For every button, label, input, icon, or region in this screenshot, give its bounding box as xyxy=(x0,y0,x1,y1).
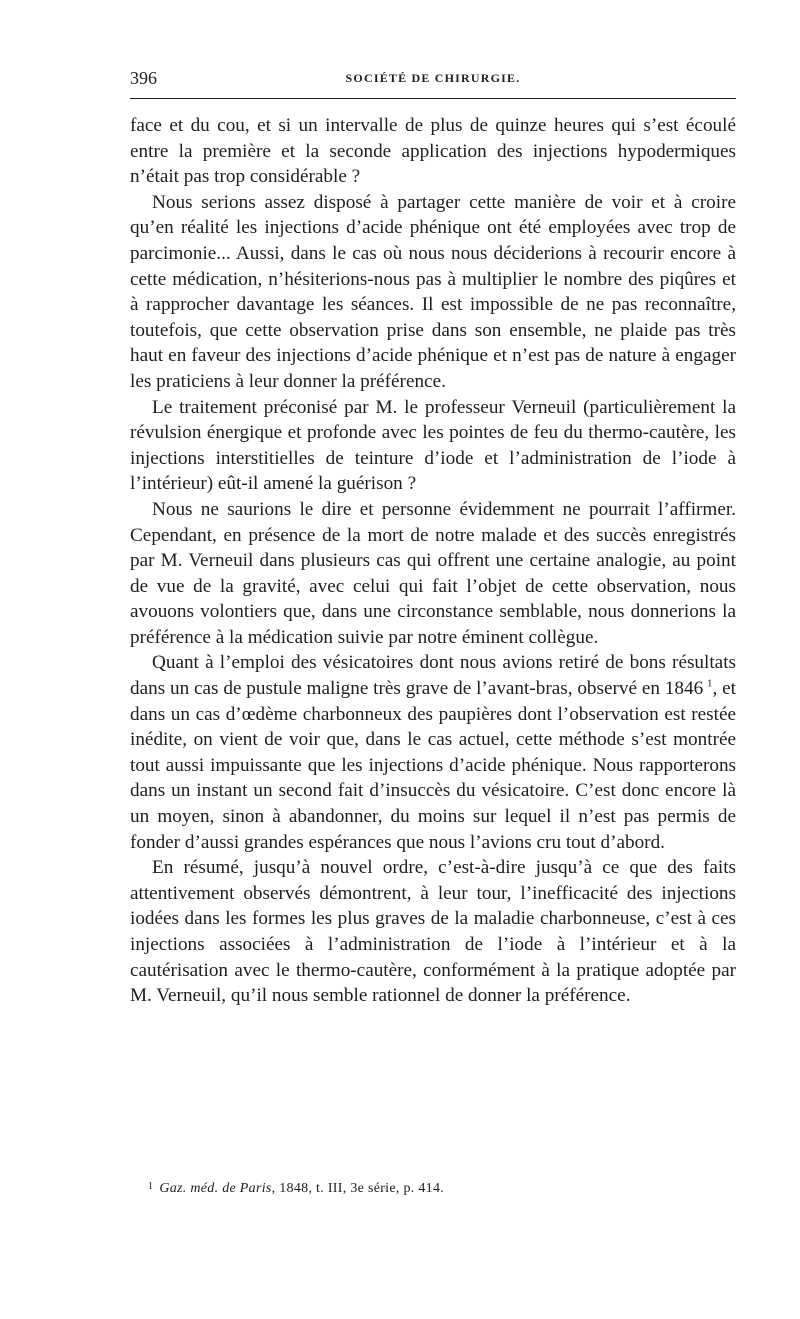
page-header xyxy=(130,60,736,90)
footnote xyxy=(148,1181,444,1197)
paragraph-text: Quant à l’emploi des vésicatoires dont nous avions retiré de bons résultats dans un cas de pustule maligne très grave de l’avant-bras, observé en 1846 xyxy=(130,652,736,700)
paragraph: En résumé, jusqu’à nouvel ordre, c’est-à-dire jusqu’à ce que des faits attentivement observés démontrent, à leur tour, l’inefficacité des injections iodées dans les formes les plus graves de la maladie charbonneuse, c’est à ces injections associées à l’administration de l’iode à l’intérieur et à la cautérisation avec le thermo-cautère, conformément à la pratique adoptée par M. Verneuil, qu’il nous semble rationnel de donner la préférence. xyxy=(130,857,736,1007)
paragraph: Nous ne saurions le dire et personne évidemment ne pourrait l’affirmer. Cependant, en présence de la mort de notre malade et des succès enregistrés par M. Verneuil dans plusieurs cas qui offrent une certaine analogie, au point de vue de la gravité, avec celui qui fait l’objet de cette observation, nous avouons volontiers que, dans une circonstance semblable, nous donnerions la préférence à la médication suivie par notre éminent collègue. xyxy=(130,498,736,648)
paragraph: face et du cou, et si un intervalle de plus de quinze heures qui s’est écoulé entre la première et la seconde application des injections hypodermiques n’était pas trop considérable ? xyxy=(130,115,736,188)
paragraph: Le traitement préconisé par M. le professeur Verneuil (particulièrement la révulsion énergique et profonde avec les pointes de feu du thermo-cautère, les injections interstitielles de teinture d’iode et l’administration de l’iode à l’intérieur) eût-il amené la guérison ? xyxy=(130,396,736,495)
paragraph-text: , et dans un cas d’œdème charbonneux des paupières dont l’observation est restée inédite, on vient de voir que, dans le cas actuel, cette méthode s’est montrée tout aussi impuissante que les injections d’acide phénique. Nous rapporterons dans un instant un second fait d’insuccès du vésicatoire. C’est donc encore là un moyen, sinon à abandonner, du moins sur lequel il n’est pas permis de fonder d’aussi grandes espérances que nous l’avions cru tout d’abord. xyxy=(130,678,736,853)
paragraph: Nous serions assez disposé à partager cette manière de voir et à croire qu’en réalité les injections d’acide phénique ont été employées avec trop de parcimonie... Aussi, dans le cas où nous nous déciderions à recourir encore à cette médication, n’hésiterions-nous pas à multiplier le nombre des piqûres et à rapprocher davantage les séances. Il est impossible de ne pas reconnaître, toutefois, que cette observation prise dans son ensemble, ne plaide pas très haut en faveur des injections d’acide phénique et n’est pas de nature à engager les praticiens à leur donner la préférence. xyxy=(130,191,736,392)
page-number: 396 xyxy=(130,68,157,88)
paragraph xyxy=(130,650,736,855)
footnote-reference[interactable]: 1 xyxy=(707,677,713,690)
header-rule xyxy=(130,98,736,99)
running-title: SOCIÉTÉ DE CHIRURGIE. xyxy=(345,71,521,85)
footnote-journal: Gaz. méd. de Paris, xyxy=(159,1181,276,1196)
book-page xyxy=(130,60,736,1009)
footnote-citation: 1848, t. III, 3e série, p. 414. xyxy=(275,1181,445,1196)
footnote-mark: 1 xyxy=(148,1181,154,1192)
body-text xyxy=(130,113,736,1009)
